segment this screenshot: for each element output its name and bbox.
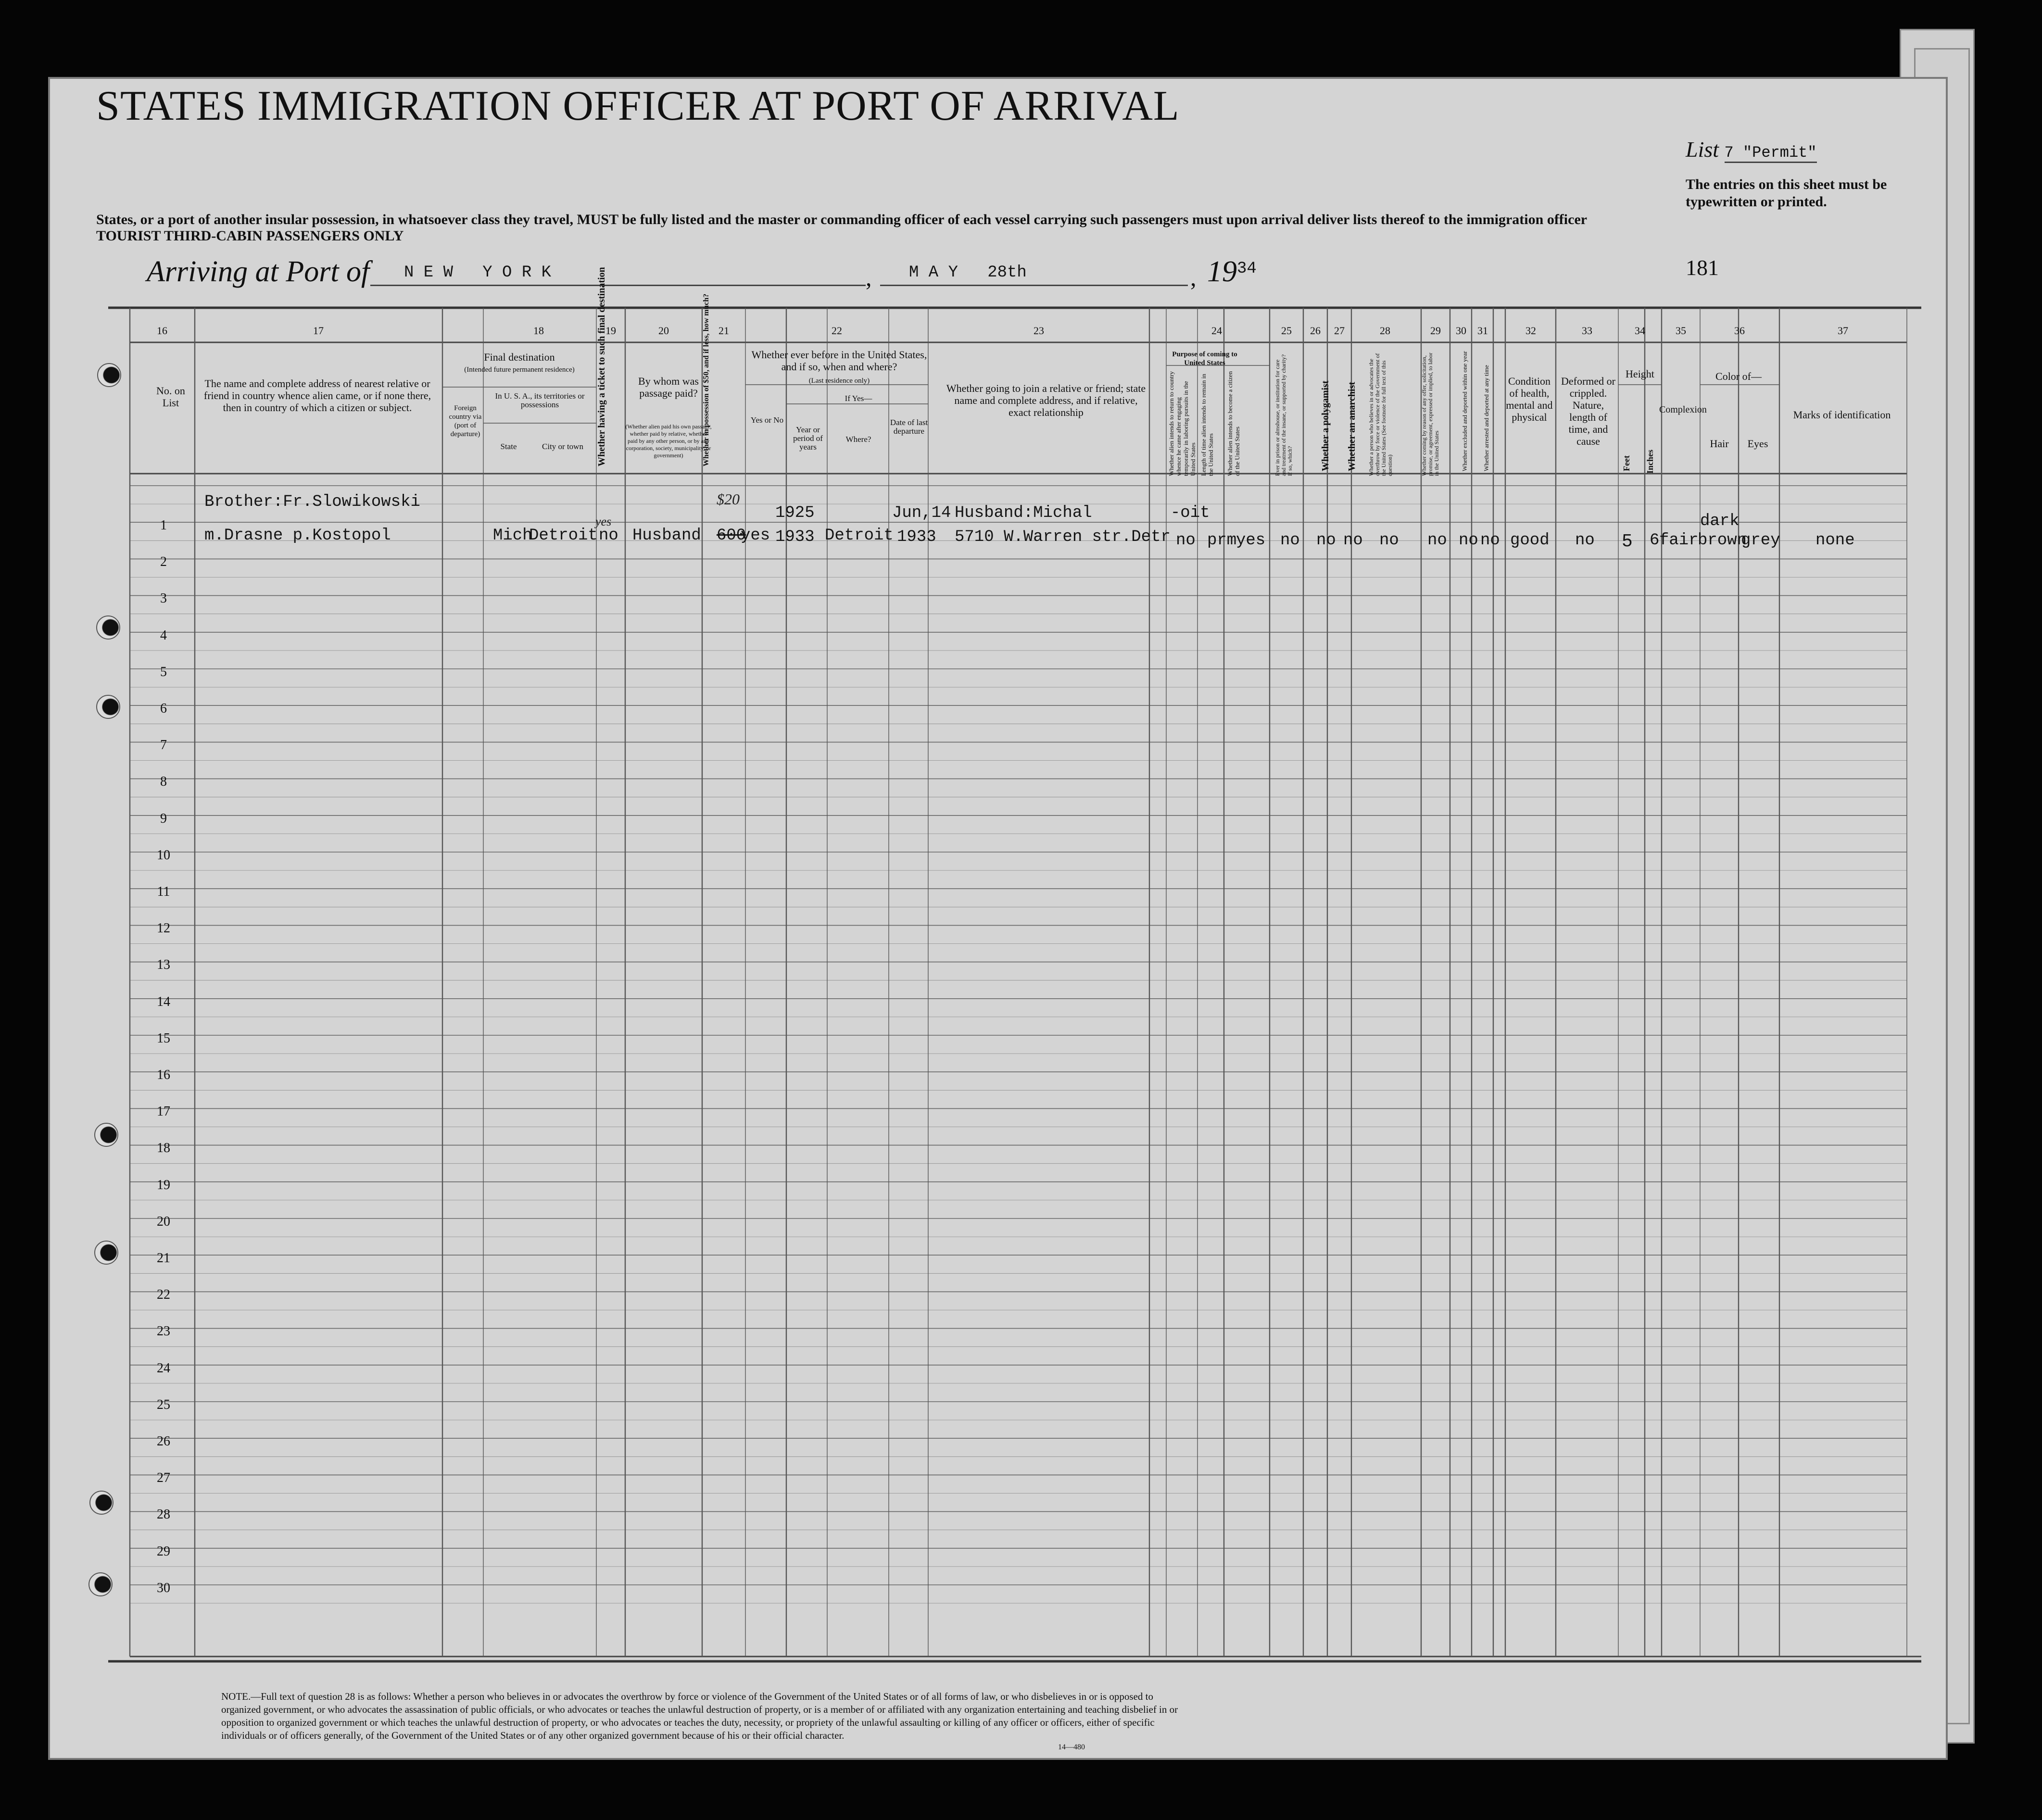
row-number: 7 — [160, 738, 167, 753]
feet-value: 5 — [1622, 531, 1633, 552]
departure-line-2: 1933 — [897, 528, 936, 546]
column-number: 16 — [157, 325, 167, 337]
column-number: 22 — [832, 325, 842, 337]
year-prefix: 19 — [1207, 255, 1237, 288]
column-number: 25 — [1281, 325, 1292, 337]
header-foreign-country: Foreign country via (port of departure) — [449, 404, 482, 438]
where-value: Detroit — [825, 527, 894, 545]
column-number: 36 — [1734, 325, 1745, 337]
header-complexion: Complexion — [1659, 404, 1707, 415]
hair-line-1: dark — [1700, 512, 1739, 530]
destination-state: Mich — [493, 527, 532, 545]
departure-line-1: Jun,14 — [892, 504, 951, 522]
header-marks: Marks of identification — [1793, 409, 1891, 421]
header-excluded: Whether excluded and deported within one year — [1461, 351, 1468, 471]
header-height: Height — [1626, 368, 1654, 380]
relative-line-2: m.Drasne p.Kostopol — [204, 527, 391, 545]
header-final-destination-sub: (Intended future permanent residence) — [464, 366, 575, 374]
port-value: N E W Y O R K — [404, 264, 552, 282]
header-in-usa: In U. S. A., its territories or possessions — [495, 391, 585, 409]
row-number: 25 — [157, 1397, 170, 1412]
footnote: NOTE.—Full text of question 28 is as follows: Whether a person who believes in or advocates the overthrow by force or violence of the Government of the United States or of all forms of law, or who disbelieves in or is opposed to organized government, or who advocates the assassination of public officials, or who advocates or teaches the unlawful destruction of property, or is a member of or affiliated with any organization entertaining and teaching disbelief in or opposition to organized government or which teaches the unlawful destruction of property, or who advocates or teaches the duty, necessity, or propriety of the unlawful assaulting or killing of any officer or officers, either of specific individuals or of officers generally, of the Government of the United States or of any other organized government because of his or their official character. — [221, 1691, 1178, 1741]
page-number: 181 — [1686, 255, 1719, 280]
header-deformed: Deformed or crippled. Nature, length of time, and cause — [1561, 375, 1615, 447]
column-number: 29 — [1430, 325, 1441, 337]
header-eyes: Eyes — [1747, 438, 1768, 450]
row-number: 23 — [157, 1324, 170, 1339]
destination-city: Detroit — [529, 527, 598, 545]
polygamist-value: no — [1316, 531, 1336, 550]
row-number: 6 — [160, 701, 167, 716]
header-passage-note: (Whether alien paid his own passage, whether paid by relative, whether paid by any other person, or by any corporation, society, municipality, or government) — [625, 423, 712, 459]
years-line-1: 1925 — [775, 504, 815, 522]
header-city: City or town — [542, 442, 583, 451]
comma: , — [1190, 264, 1197, 291]
ticket-value: no — [599, 527, 618, 545]
row-number: 22 — [157, 1287, 170, 1303]
row-number: 9 — [160, 811, 167, 826]
marks-value: none — [1815, 531, 1855, 550]
passenger-class: TOURIST THIRD-CABIN PASSENGERS ONLY — [96, 228, 404, 244]
date-value: M A Y 28th — [909, 264, 1027, 282]
anarchist-value: no — [1343, 531, 1363, 550]
before-us-value: yes — [741, 527, 770, 545]
header-join-relative: Whether going to join a relative or friend; state name and complete address, and if relative, exact relationship — [946, 382, 1146, 418]
header-arrested: Whether arrested and deported at any time — [1483, 365, 1490, 471]
column-number: 23 — [1034, 325, 1044, 337]
row-number: 1 — [160, 518, 167, 533]
row-number: 21 — [157, 1251, 170, 1266]
header-color-of: Color of— — [1715, 370, 1762, 382]
header-hair: Hair — [1710, 438, 1729, 450]
header-return-country: Whether alien intends to return to country whence he came after engaging temporarily in laboring pursuits in the United States — [1168, 371, 1197, 476]
column-number: 37 — [1838, 325, 1848, 337]
header-prison: Ever in prison or almshouse, or institution for care and treatment of the insane, or supported by charity? If so, which? — [1274, 354, 1293, 476]
row-number: 26 — [157, 1434, 170, 1449]
entries-note: The entries on this sheet must be typewritten or printed. — [1686, 176, 1887, 210]
row-number: 4 — [160, 628, 167, 643]
column-number: 19 — [605, 325, 616, 337]
row-number: 28 — [157, 1507, 170, 1522]
row-number: 13 — [157, 957, 170, 973]
column-number: 28 — [1380, 325, 1390, 337]
row-number: 17 — [157, 1104, 170, 1119]
header-final-destination: Final destination — [484, 351, 555, 363]
hair-line-2: brown — [1698, 531, 1747, 550]
join-line-2: 5710 W.Warren str.Detr — [955, 528, 1171, 546]
header-health: Condition of health, mental and physical — [1506, 375, 1553, 423]
list-prefix: List — [1686, 137, 1719, 162]
header-passage-paid: By whom was passage paid? — [638, 375, 699, 399]
column-number: 30 — [1456, 325, 1466, 337]
deformed-value: no — [1575, 531, 1595, 550]
prison-value: no — [1280, 531, 1300, 550]
row-number: 24 — [157, 1360, 170, 1376]
column-number: 35 — [1676, 325, 1686, 337]
return-country-value: no — [1176, 531, 1196, 550]
length-stay-value: prm — [1207, 531, 1237, 550]
column-number: 33 — [1582, 325, 1592, 337]
row-number: 2 — [160, 554, 167, 570]
passage-paid-value: Husband — [632, 527, 701, 545]
column-number: 20 — [658, 325, 669, 337]
header-inches: Inches — [1645, 449, 1655, 474]
comma: , — [866, 264, 872, 291]
header-length-stay: Length of time alien intends to remain in the United States — [1200, 374, 1214, 476]
relative-line-1: Brother:Fr.Slowikowski — [204, 493, 420, 511]
year-suffix: 34 — [1237, 260, 1257, 278]
form-title: STATES IMMIGRATION OFFICER AT PORT OF ARRIVAL — [96, 83, 1180, 129]
row-number: 10 — [157, 847, 170, 863]
years-line-2: 1933 — [775, 528, 815, 546]
header-labor-offer: Whether coming by reason of any offer, solicitation, promise, or agreement, expressed or implied, to labor in the United States — [1421, 352, 1440, 476]
row-number: 14 — [157, 994, 170, 1009]
row-number: 16 — [157, 1067, 170, 1082]
column-number: 24 — [1211, 325, 1222, 337]
row-number: 30 — [157, 1580, 170, 1595]
row-number: 15 — [157, 1030, 170, 1046]
row-number: 29 — [157, 1544, 170, 1559]
row-number: 11 — [157, 884, 170, 899]
header-purpose: Purpose of coming to United States — [1172, 351, 1237, 367]
form-code: 14—480 — [1058, 1743, 1085, 1751]
citizen-value: yes — [1236, 531, 1266, 550]
excluded-value: no — [1459, 531, 1478, 550]
column-number: 31 — [1477, 325, 1488, 337]
list-value: 7 "Permit" — [1725, 144, 1817, 163]
header-before-us: Whether ever before in the United States, and if so, when and where? — [751, 349, 927, 373]
column-number: 18 — [533, 325, 544, 337]
row-number: 5 — [160, 664, 167, 679]
column-number: 34 — [1635, 325, 1645, 337]
money-annotation: $20 — [717, 490, 740, 508]
header-feet: Feet — [1622, 455, 1631, 471]
header-year-period: Year or period of years — [793, 425, 823, 452]
row-number: 19 — [157, 1177, 170, 1192]
header-no-on-list: No. on List — [156, 385, 185, 409]
header-q28: Whether a person who believes in or advocates the overthrow by force or violence of the Government of the United States (See footnote for full text of this question) — [1368, 353, 1393, 476]
eyes-value: grey — [1741, 531, 1780, 550]
header-become-citizen: Whether alien intends to become a citizen of the United States — [1226, 371, 1241, 476]
header-state: State — [500, 442, 517, 451]
row-number: 20 — [157, 1214, 170, 1229]
row-number: 27 — [157, 1470, 170, 1486]
header-ticket: Whether having a ticket to such final destination — [596, 267, 607, 466]
inches-value: 6 — [1650, 531, 1660, 550]
header-anarchist: Whether an anarchist — [1347, 382, 1357, 471]
header-last-residence: (Last residence only) — [808, 377, 870, 385]
row-number: 3 — [160, 591, 167, 606]
column-number: 17 — [313, 325, 324, 337]
header-polygamist: Whether a polygamist — [1320, 380, 1331, 471]
header-nearest-relative: The name and complete address of nearest relative or friend in country whence alien came, or if none there, then in country of which a citizen or subject. — [203, 377, 431, 414]
arriving-label: Arriving at Port of — [147, 255, 370, 288]
complexion-value: fair — [1659, 531, 1699, 550]
column-number: 26 — [1310, 325, 1321, 337]
header-where: Where? — [845, 435, 871, 444]
row-number: 18 — [157, 1141, 170, 1156]
q28-value: no — [1379, 531, 1399, 550]
column-number: 21 — [718, 325, 729, 337]
header-fifty-dollars: Whether in possession of $50, and if less, how much? — [702, 293, 710, 466]
labor-offer-value: no — [1427, 531, 1447, 550]
money-value: 600 — [717, 527, 746, 545]
header-date-departure: Date of last departure — [890, 418, 928, 436]
header-if-yes: If Yes— — [845, 394, 872, 403]
column-number: 32 — [1525, 325, 1536, 337]
row-number: 8 — [160, 774, 167, 790]
ticket-annotation: yes — [595, 515, 612, 528]
column-number: 27 — [1334, 325, 1345, 337]
row-number: 12 — [157, 921, 170, 936]
arrested-value: no — [1480, 531, 1500, 550]
form-instruction: States, or a port of another insular possession, in whatsoever class they travel, MUST be fully listed and the master or commanding officer of each vessel carrying such passengers must upon arrival deliver lists thereof to the immigration officer — [96, 212, 1588, 227]
join-line-1: Husband:Michal -oit — [955, 504, 1210, 522]
header-yes-no: Yes or No — [750, 415, 784, 425]
health-value: good — [1510, 531, 1550, 550]
